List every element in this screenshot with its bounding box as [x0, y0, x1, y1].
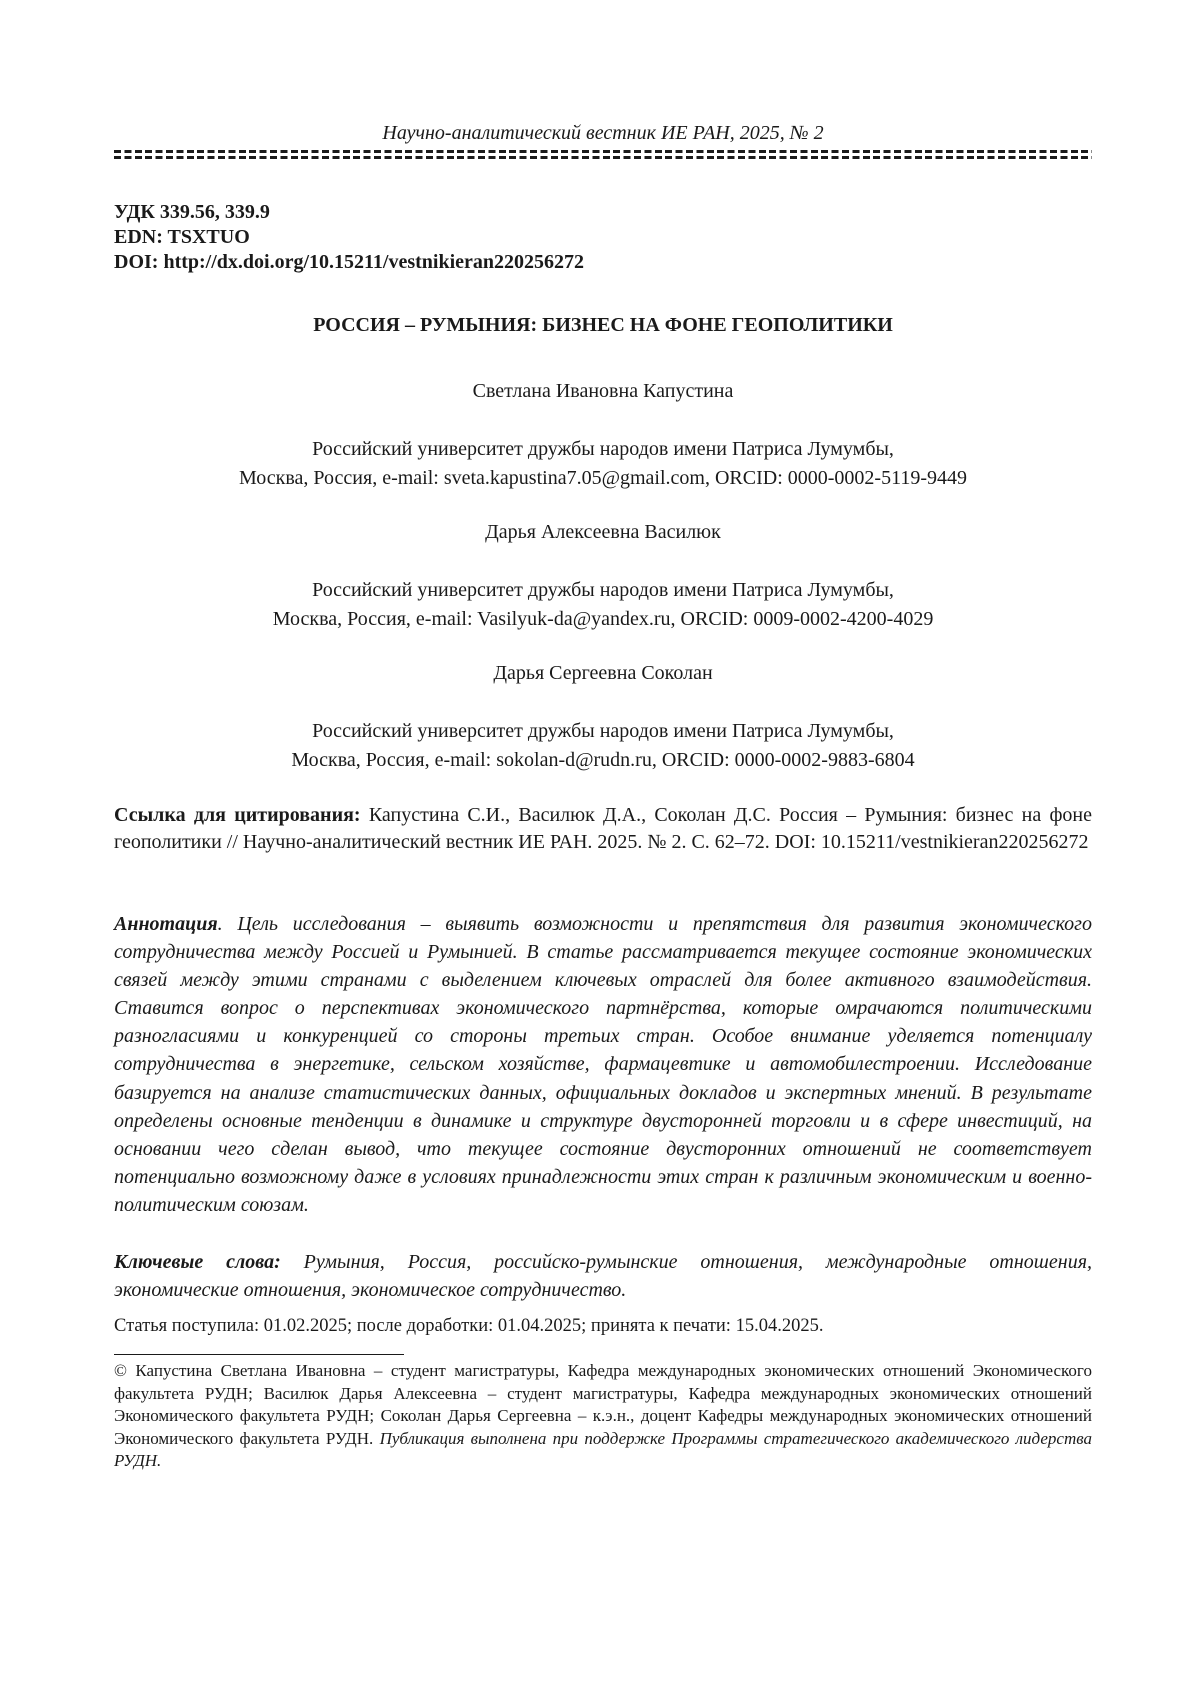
citation-block — [114, 802, 1092, 856]
keywords-block — [114, 1248, 1092, 1304]
author-name: Дарья Алексеевна Василюк — [485, 521, 721, 543]
article-identifiers — [114, 200, 584, 275]
article-title: РОССИЯ – РУМЫНИЯ: БИЗНЕС НА ФОНЕ ГЕОПОЛИТИКИ — [313, 314, 893, 336]
citation-label: Ссылка для цитирования: — [114, 804, 361, 826]
keywords-text: Румыния, Россия, российско-румынские отношения, международные отношения, экономические отношения, экономическое сотрудничество. — [114, 1251, 1092, 1301]
affiliation-university: Российский университет дружбы народов имени Патриса Лумумбы, — [312, 579, 894, 601]
affiliation-contact: Москва, Россия, e-mail: Vasilyuk-da@yandex.ru, ORCID: 0009-0002-4200-4029 — [272, 608, 934, 630]
footnote-separator — [114, 1354, 404, 1355]
author-name: Дарья Сергеевна Соколан — [493, 662, 713, 684]
affiliation-university: Российский университет дружбы народов имени Патриса Лумумбы, — [312, 720, 894, 742]
submission-dates: Статья поступила: 01.02.2025; после доработки: 01.04.2025; принята к печати: 15.04.2025. — [114, 1316, 824, 1336]
footnote — [114, 1360, 1092, 1473]
affiliation-contact: Москва, Россия, e-mail: sveta.kapustina7.05@gmail.com, ORCID: 0000-0002-5119-9449 — [238, 467, 968, 489]
citation-text: Капустина С.И., Василюк Д.А., Соколан Д.С. Россия – Румыния: бизнес на фоне геополитики // Научно-аналитический вестник ИЕ РАН. 2025. № 2. С. 62–72. DOI: 10.15211/vestnikieran220256272 — [114, 804, 1092, 853]
running-header: Научно-аналитический вестник ИЕ РАН, 2025, № 2 — [382, 122, 824, 144]
edn-code: EDN: TSXTUO — [114, 226, 250, 248]
doi-link[interactable]: DOI: http://dx.doi.org/10.15211/vestnikieran220256272 — [114, 251, 585, 273]
header-double-dashed-rule — [114, 150, 1092, 159]
footnote-funding: Публикация выполнена при поддержке Программы стратегического академического лидерства РУДН. — [114, 1428, 1092, 1470]
author-name: Светлана Ивановна Капустина — [472, 380, 734, 402]
affiliation-university: Российский университет дружбы народов имени Патриса Лумумбы, — [312, 438, 894, 460]
keywords-label: Ключевые слова: — [114, 1251, 281, 1273]
author-affiliation — [114, 435, 1092, 493]
footnote-text: © Капустина Светлана Ивановна – студент магистратуры, Кафедра международных экономических отношений Экономического факультета РУДН; Василюк Дарья Алексеевна – студент магистратуры, Кафедра международных экономических отношений Экономического факультета РУДН; Соколан Дарья Сергеевна – к.э.н., доцент Кафедры международных экономических отношений Экономического факультета РУДН. — [114, 1361, 1092, 1448]
abstract-text: . Цель исследования – выявить возможности и препятствия для развития экономического сотрудничества между Россией и Румынией. В статье рассматривается текущее состояние экономических связей между этими странами с выделением ключевых отраслей для более активного взаимодействия. Ставится вопрос о перспективах экономического партнёрства, которые омрачаются политическими разногласиями и конкуренцией со стороны третьих стран. Особое внимание уделяется потенциалу сотрудничества в энергетике, сельском хозяйстве, фармацевтике и автомобилестроении. Исследование базируется на анализе статистических данных, официальных докладов и экспертных мнений. В результате определены основные тенденции в динамике и структуре двусторонней торговли и в сфере инвестиций, на основании чего сделан вывод, что текущее состояние двусторонних отношений не соответствует потенциально возможному даже в условиях принадлежности этих стран к различным экономическим и военно-политическим союзам. — [114, 913, 1092, 1216]
affiliation-contact: Москва, Россия, e-mail: sokolan-d@rudn.ru, ORCID: 0000-0002-9883-6804 — [291, 749, 915, 771]
abstract-label: Аннотация — [114, 913, 218, 935]
abstract-block — [114, 910, 1092, 1219]
author-affiliation — [114, 717, 1092, 775]
author-affiliation — [114, 576, 1092, 634]
udc-code: УДК 339.56, 339.9 — [114, 201, 270, 223]
